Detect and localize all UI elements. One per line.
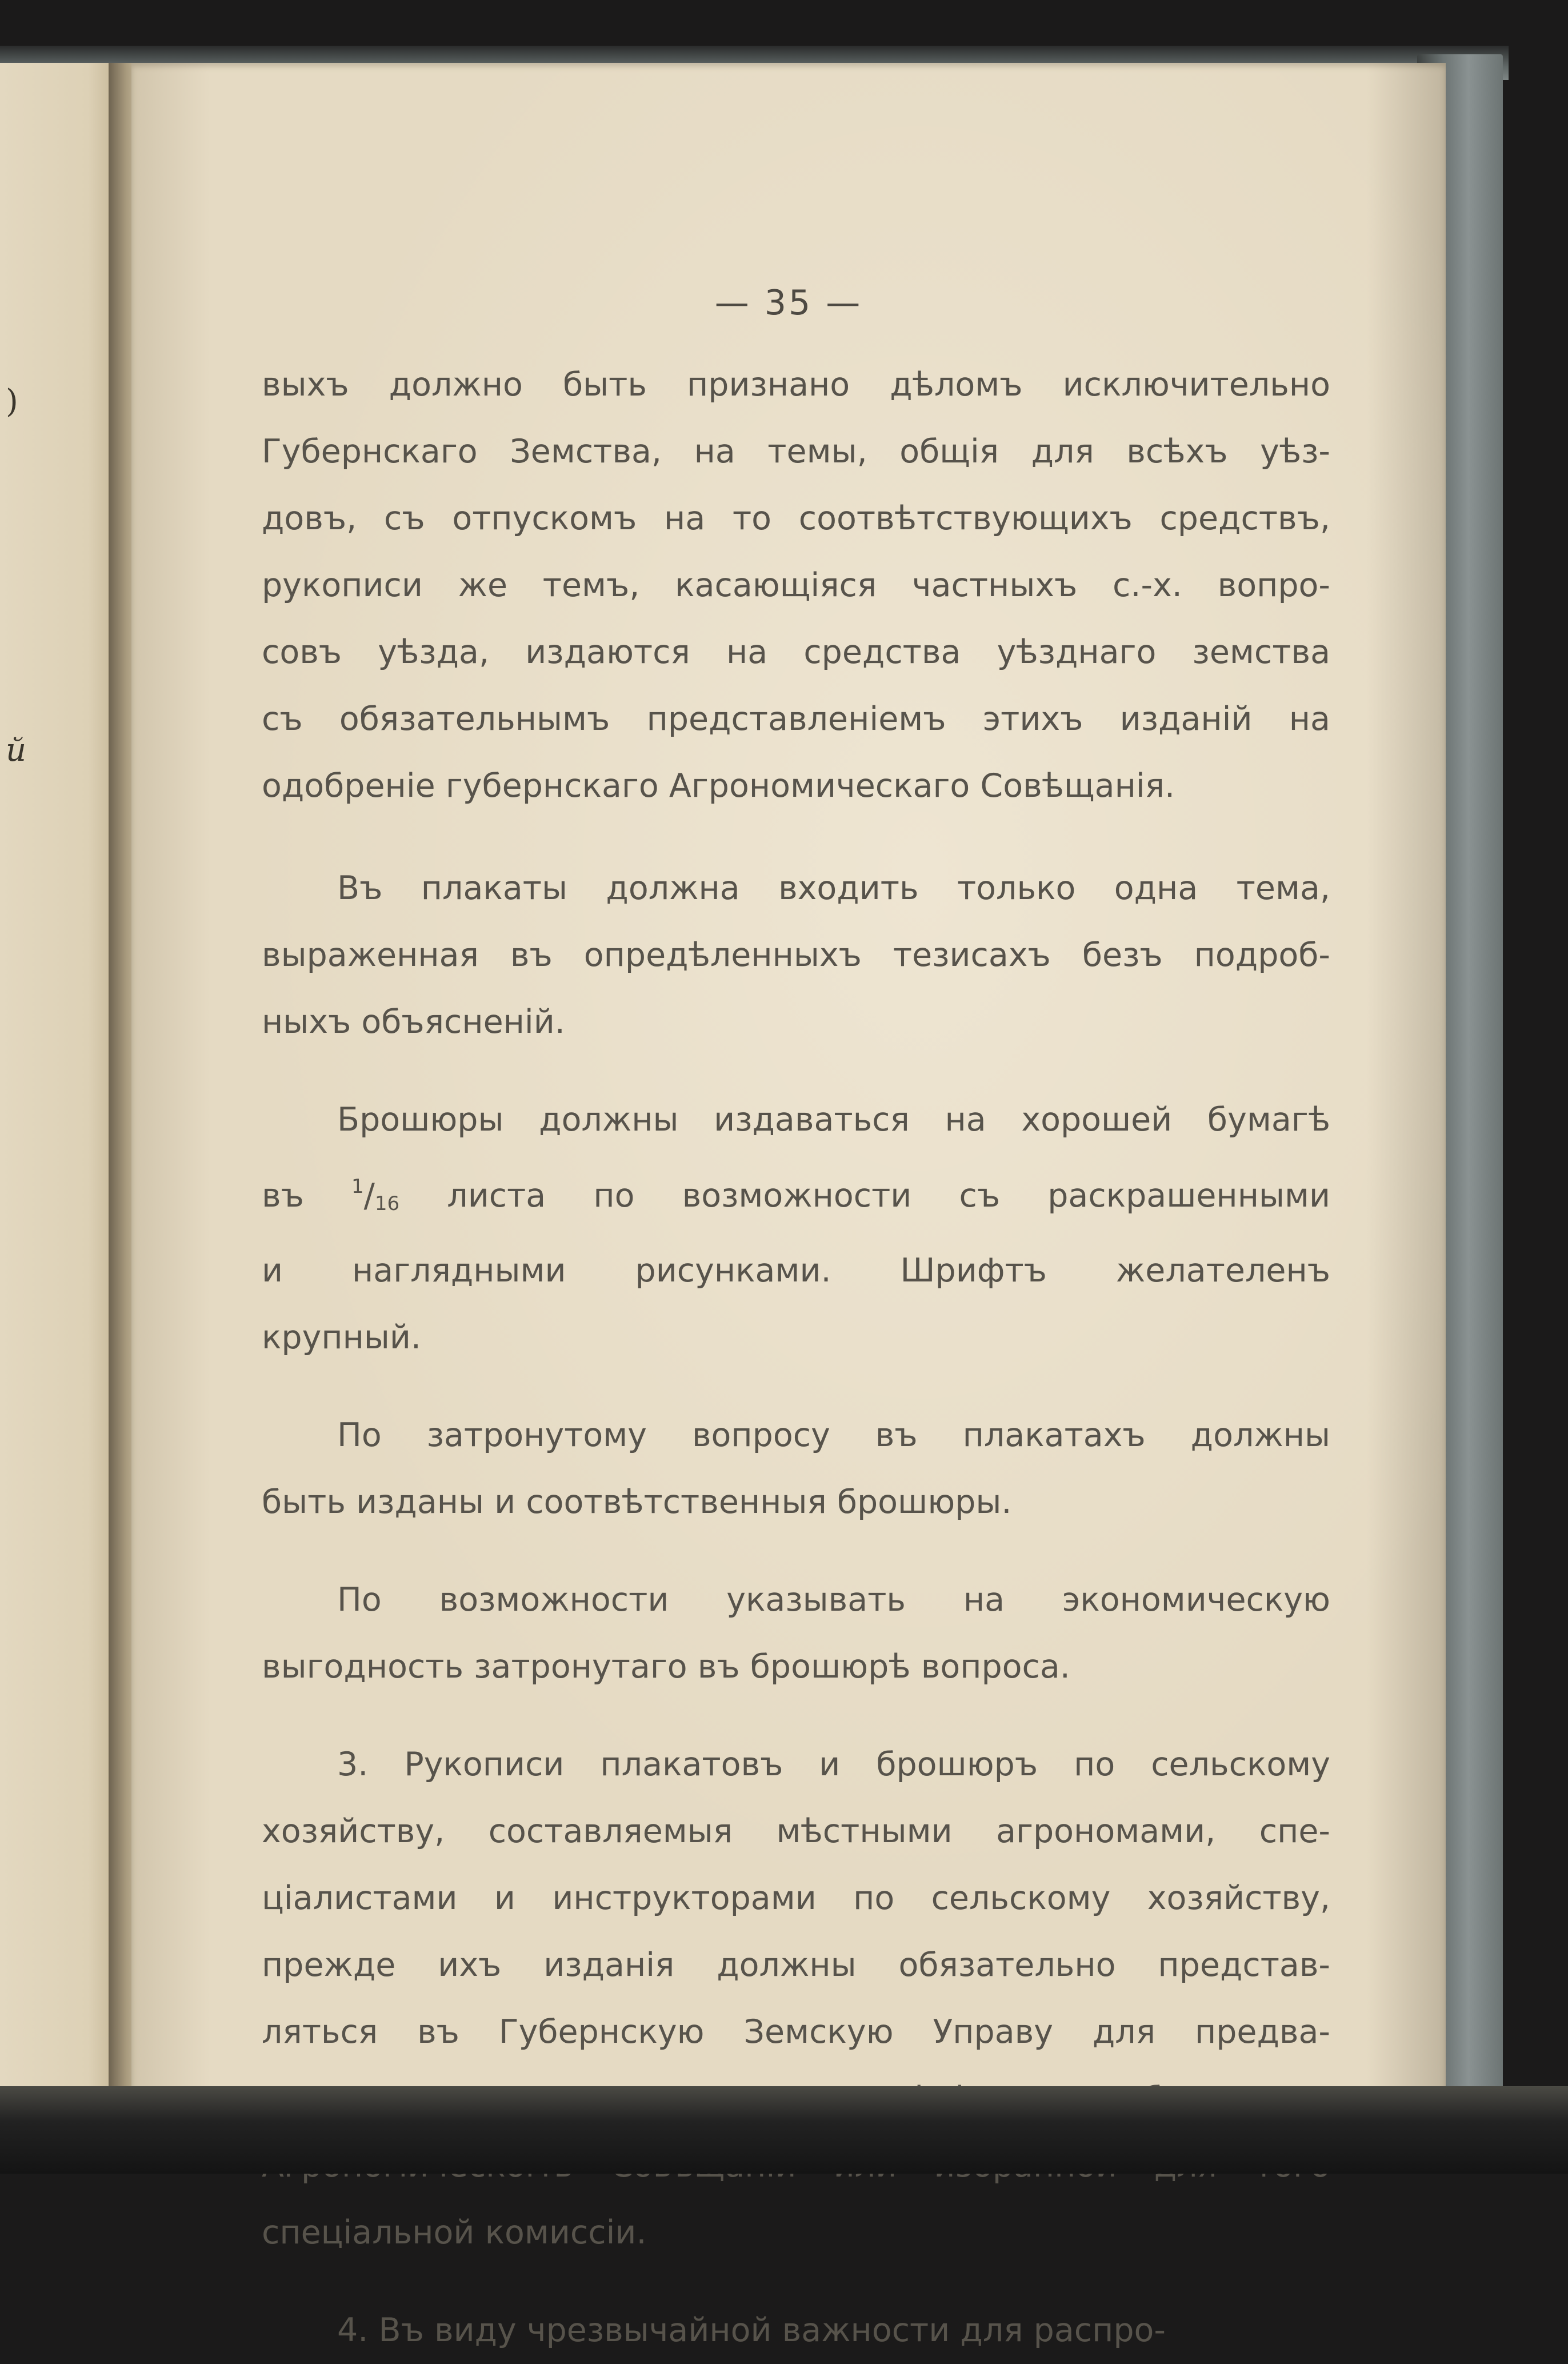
text-line: довъ, съ отпускомъ на то соотвѣтствующихъ средствъ, xyxy=(262,500,1330,537)
book-page xyxy=(131,63,1446,2349)
text-line: одобреніе губернскаго Агрономическаго Совѣщанія. xyxy=(262,767,1175,805)
text-line: выгодность затронутаго въ брошюрѣ вопроса. xyxy=(262,1648,1070,1686)
text-line: рукописи же темъ, касающіяся частныхъ с.-х. вопро- xyxy=(262,566,1330,604)
paragraph-spacer xyxy=(262,1056,1330,1087)
text-line: быть изданы и соотвѣтственныя брошюры. xyxy=(262,1483,1012,1521)
text-line-with-fraction: въ $^1/_{16}$ листа по возможности съ раскрашенными xyxy=(262,1175,1331,1215)
page-number: — 35 — xyxy=(714,283,863,323)
page-body-text xyxy=(262,352,1330,2364)
text-line: ляться въ Губернскую Земскую Управу для предва- xyxy=(262,2013,1330,2051)
text-line: выхъ должно быть признано дѣломъ исключительно xyxy=(262,366,1330,404)
text-line: Губернскаго Земства, на темы, общія для всѣхъ уѣз- xyxy=(262,433,1330,470)
text-line: ныхъ объясненій. xyxy=(262,1003,565,1041)
paragraph-spacer xyxy=(262,1536,1330,1567)
text-line: спеціальной комиссіи. xyxy=(262,2214,647,2251)
text-line: совъ уѣзда, издаются на средства уѣзднаго земства xyxy=(262,633,1330,671)
paragraph-spacer xyxy=(262,2266,1330,2297)
left-page-fragment-1: ) xyxy=(6,383,18,420)
text-line: хозяйству, составляемыя мѣстными агрономами, спе- xyxy=(262,1812,1330,1850)
fraction-numerator: 1 xyxy=(351,1175,364,1198)
text-line: По затронутому вопросу въ плакатахъ должны xyxy=(337,1416,1330,1454)
text-line: 4. Въ виду чрезвычайной важности для распро- xyxy=(337,2311,1166,2349)
text-line: и наглядными рисунками. Шрифтъ желателенъ xyxy=(262,1252,1330,1289)
scan-bottom-edge xyxy=(0,2086,1568,2174)
left-page-fragment-2: й xyxy=(6,732,27,769)
text-line: крупный. xyxy=(262,1319,422,1356)
paragraph-spacer xyxy=(262,820,1330,855)
paragraph-spacer xyxy=(262,1700,1330,1731)
text-line: выраженная въ опредѣленныхъ тезисахъ безъ подроб- xyxy=(262,936,1330,974)
text-line: ціалистами и инструкторами по сельскому хозяйству, xyxy=(262,1879,1330,1917)
text-line-rest: листа по возможности съ раскрашенными xyxy=(447,1177,1331,1215)
text-line: прежде ихъ изданія должны обязательно представ- xyxy=(262,1946,1330,1984)
text-line: По возможности указывать на экономическую xyxy=(337,1581,1330,1619)
text-line: Въ плакаты должна входить только одна тема, xyxy=(337,869,1330,907)
paragraph-spacer xyxy=(262,1371,1330,1402)
left-facing-page xyxy=(0,63,126,2098)
text-line: съ обязательнымъ представленіемъ этихъ изданій на xyxy=(262,700,1330,738)
text-line: Брошюры должны издаваться на хорошей бумагѣ xyxy=(337,1101,1330,1139)
text-line: 3. Рукописи плакатовъ и брошюръ по сельскому xyxy=(337,1746,1330,1783)
fraction-denominator: 16 xyxy=(374,1192,400,1215)
fraction-prefix: въ xyxy=(262,1177,304,1215)
